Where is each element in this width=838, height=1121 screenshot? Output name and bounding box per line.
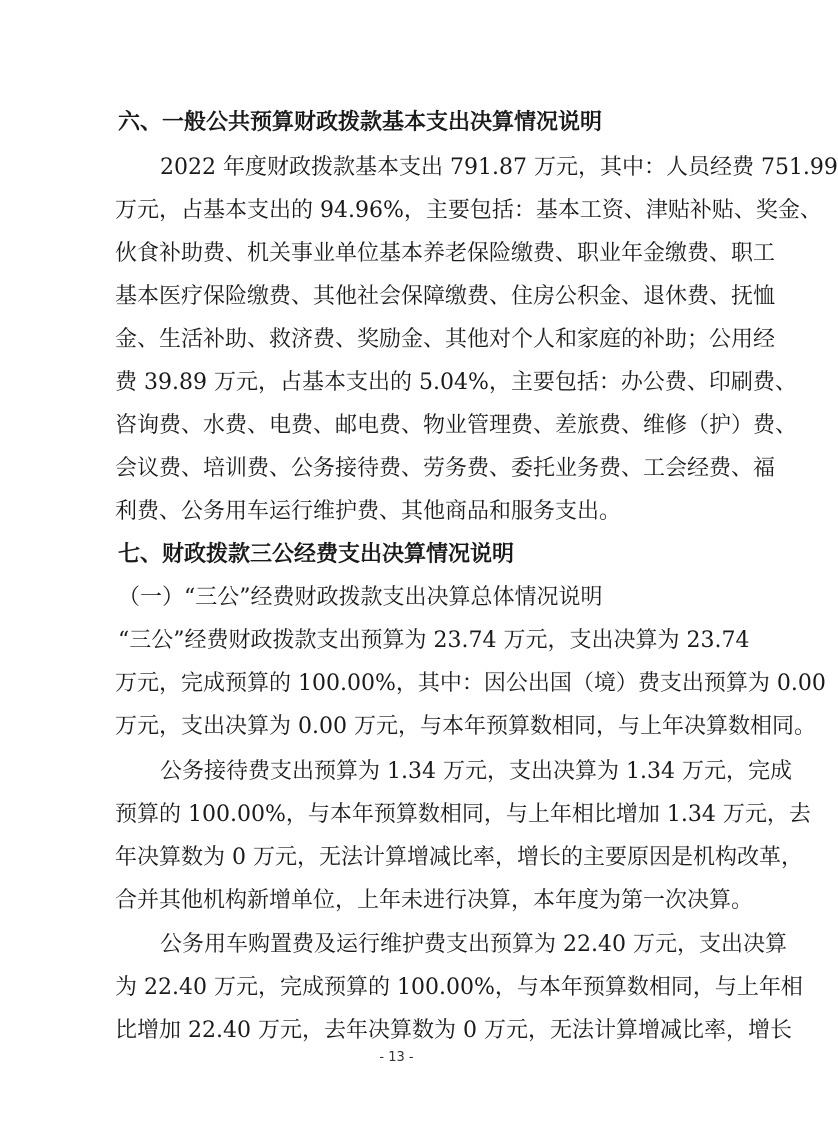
paragraph-line: 万元，支出决算为 0.00 万元，与本年预算数相同，与上年决算数相同。 <box>115 714 816 739</box>
paragraph-line: 金、生活补助、救济费、奖励金、其他对个人和家庭的补助；公用经 <box>115 327 776 352</box>
paragraph-line: 万元，占基本支出的 94.96%，主要包括：基本工资、津贴补贴、奖金、 <box>115 198 822 223</box>
paragraph-line: 预算的 100.00%，与本年预算数相同，与上年相比增加 1.34 万元，去 <box>115 802 811 827</box>
paragraph-line: 公务用车购置费及运行维护费支出预算为 22.40 万元，支出决算 <box>160 932 787 957</box>
section-heading-7: 七、财政拨款三公经费支出决算情况说明 <box>118 542 515 567</box>
subsection-heading: （一）“三公”经费财政拨款支出决算总体情况说明 <box>118 585 603 610</box>
paragraph-line: 会议费、培训费、公务接待费、劳务费、委托业务费、工会经费、福 <box>115 456 776 481</box>
paragraph-line: 公务接待费支出预算为 1.34 万元，支出决算为 1.34 万元，完成 <box>160 759 792 784</box>
paragraph-line: 合并其他机构新增单位，上年未进行决算，本年度为第一次决算。 <box>115 888 754 913</box>
paragraph-line: 为 22.40 万元，完成预算的 100.00%，与本年预算数相同，与上年相 <box>115 975 803 1000</box>
paragraph-line: 比增加 22.40 万元，去年决算数为 0 万元，无法计算增减比率，增长 <box>115 1018 792 1043</box>
paragraph-line: 伙食补助费、机关事业单位基本养老保险缴费、职业年金缴费、职工 <box>115 241 776 266</box>
paragraph-line: 基本医疗保险缴费、其他社会保障缴费、住房公积金、退休费、抚恤 <box>115 284 776 309</box>
section-heading-6: 六、一般公共预算财政拨款基本支出决算情况说明 <box>118 110 603 135</box>
paragraph-line: 利费、公务用车运行维护费、其他商品和服务支出。 <box>115 499 622 524</box>
paragraph-line: 年决算数为 0 万元，无法计算增减比率，增长的主要原因是机构改革， <box>115 845 803 870</box>
paragraph-line: “三公”经费财政拨款支出预算为 23.74 万元，支出决算为 23.74 <box>118 628 750 653</box>
paragraph-line: 万元，完成预算的 100.00%，其中：因公出国（境）费支出预算为 0.00 <box>115 671 826 696</box>
paragraph-line: 2022 年度财政拨款基本支出 791.87 万元，其中：人员经费 751.99 <box>160 155 838 180</box>
paragraph-line: 咨询费、水费、电费、邮电费、物业管理费、差旅费、维修（护）费、 <box>115 413 798 438</box>
page-number: - 13 - <box>379 1050 414 1065</box>
paragraph-line: 费 39.89 万元，占基本支出的 5.04%，主要包括：办公费、印刷费、 <box>115 370 797 395</box>
